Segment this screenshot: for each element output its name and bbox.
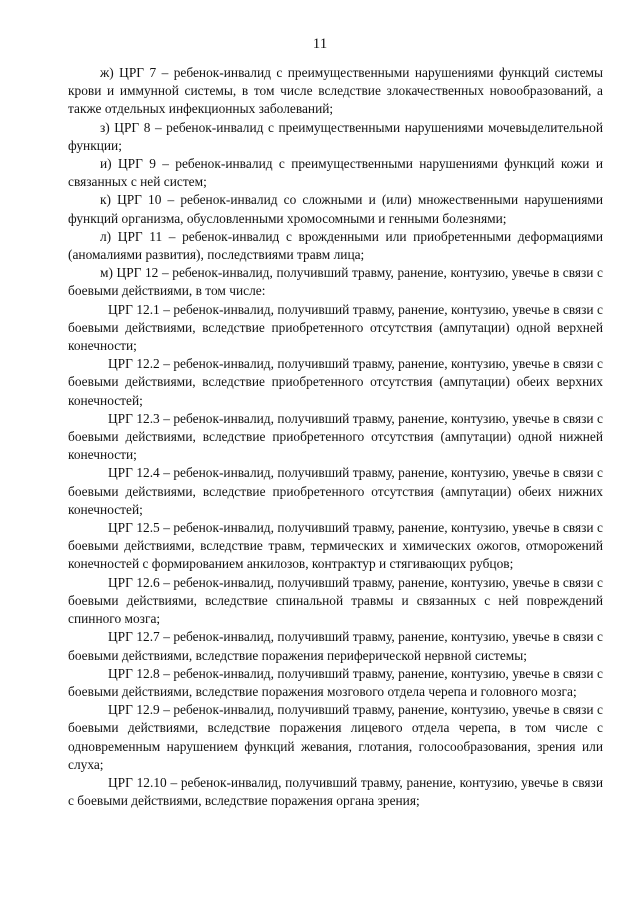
- paragraph-crg-12: м) ЦРГ 12 – ребенок-инвалид, получивший травму, ранение, контузию, увечье в связи с боевыми действиями, в том числе:: [68, 265, 603, 299]
- paragraph-crg-12-10: ЦРГ 12.10 – ребенок-инвалид, получивший травму, ранение, контузию, увечье в связи с боевыми действиями, вследствие поражения органа зрения;: [68, 774, 603, 809]
- paragraph-crg-12-7: ЦРГ 12.7 – ребенок-инвалид, получивший травму, ранение, контузию, увечье в связи с боевыми действиями, вследствие поражения периферической нервной системы;: [68, 629, 603, 663]
- paragraph-crg-9: и) ЦРГ 9 – ребенок-инвалид с преимущественными нарушениями функций кожи и связанных с ней систем;: [68, 156, 603, 190]
- paragraph-crg-12-5: ЦРГ 12.5 – ребенок-инвалид, получивший травму, ранение, контузию, увечье в связи с боевыми действиями, вследствие травм, термических и химических ожогов, отморожений конечностей с формированием анкилозов, контрактур и стягивающих рубцов;: [68, 520, 603, 572]
- paragraph-crg-11: л) ЦРГ 11 – ребенок-инвалид с врожденными или приобретенными деформациями (аномалиями развития), последствиями травм лица;: [68, 228, 603, 263]
- paragraph-crg-12-9: ЦРГ 12.9 – ребенок-инвалид, получивший травму, ранение, контузию, увечье в связи с боевыми действиями, вследствие поражения лицевого отдела черепа, в том числе с одновременным нарушением функций жевания, глотания, голосообразования, зрения или слуха;: [68, 702, 603, 772]
- page-number: 11: [312, 36, 328, 52]
- paragraph-crg-12-6: ЦРГ 12.6 – ребенок-инвалид, получивший травму, ранение, контузию, увечье в связи с боевыми действиями, вследствие спинальной травмы и связанных с ней повреждений спинного мозга;: [68, 574, 603, 627]
- paragraph-crg-12-4: ЦРГ 12.4 – ребенок-инвалид, получивший травму, ранение, контузию, увечье в связи с боевыми действиями, вследствие приобретенного отсутствия (ампутации) обеих нижних конечностей;: [68, 465, 603, 517]
- paragraph-crg-7: ж) ЦРГ 7 – ребенок-инвалид с преимущественными нарушениями функций системы крови и иммунной системы, в том числе вследствие злокачественных новообразований, а также отдельных инфекционных заболеваний;: [68, 65, 603, 117]
- paragraph-crg-8: з) ЦРГ 8 – ребенок-инвалид с преимущественными нарушениями мочевыделительной функции;: [68, 119, 603, 153]
- document-body: [68, 64, 603, 810]
- paragraph-crg-12-8: ЦРГ 12.8 – ребенок-инвалид, получивший травму, ранение, контузию, увечье в связи с боевыми действиями, вследствие поражения мозгового отдела черепа и головного мозга;: [68, 665, 603, 699]
- paragraph-crg-12-1: ЦРГ 12.1 – ребенок-инвалид, получивший травму, ранение, контузию, увечье в связи с боевыми действиями, вследствие приобретенного отсутствия (ампутации) одной верхней конечности;: [68, 301, 603, 354]
- paragraph-crg-12-2: ЦРГ 12.2 – ребенок-инвалид, получивший травму, ранение, контузию, увечье в связи с боевыми действиями, вследствие приобретенного отсутствия (ампутации) обеих верхних конечностей;: [68, 356, 603, 408]
- paragraph-crg-10: к) ЦРГ 10 – ребенок-инвалид со сложными и (или) множественными нарушениями функций организма, обусловленными хромосомными и генными болезнями;: [68, 192, 603, 226]
- paragraph-crg-12-3: ЦРГ 12.3 – ребенок-инвалид, получивший травму, ранение, контузию, увечье в связи с боевыми действиями, вследствие приобретенного отсутствия (ампутации) одной нижней конечности;: [68, 410, 603, 463]
